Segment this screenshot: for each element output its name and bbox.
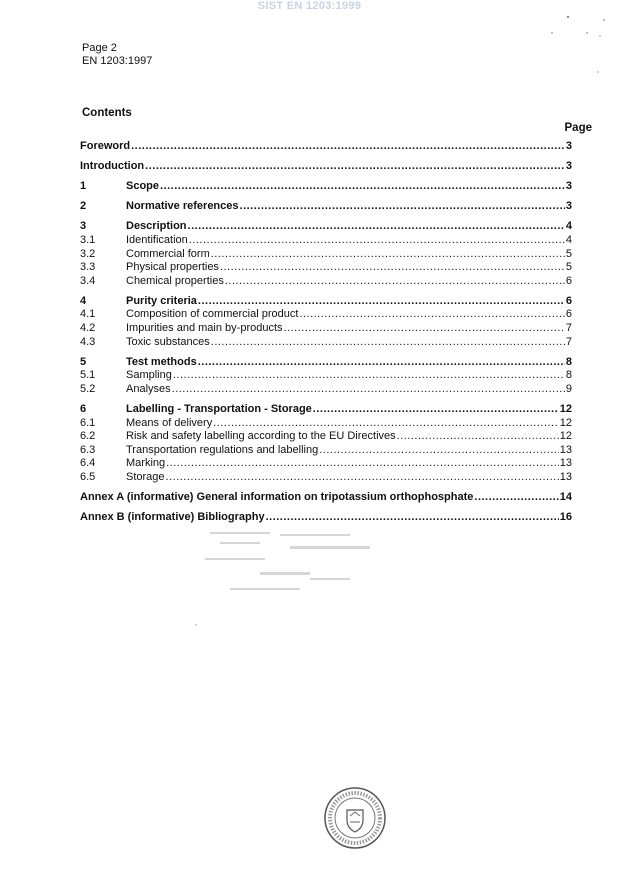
toc-entry xyxy=(80,403,572,417)
dot-leader xyxy=(240,200,565,214)
toc-entry-title: Introduction xyxy=(80,160,145,173)
dot-leader xyxy=(299,308,564,322)
toc-entry-title: Annex B (informative) Bibliography xyxy=(80,511,265,524)
toc-entry-page: 13 xyxy=(559,443,572,456)
toc-entry-number: 5.2 xyxy=(80,382,96,395)
dot-leader xyxy=(211,248,565,262)
dot-leader xyxy=(188,220,565,234)
toc-entry-title: Annex A (informative) General information on tripotassium orthophosphate xyxy=(80,491,474,504)
dot-leader xyxy=(198,356,565,370)
contents-heading: Contents xyxy=(82,107,132,119)
toc-entry-page: 5 xyxy=(565,247,572,260)
toc-entry-page: 13 xyxy=(559,470,572,483)
toc-entry-page: 16 xyxy=(559,511,572,524)
toc-entry-page: 3 xyxy=(565,140,572,152)
toc-entry-title: Chemical properties xyxy=(126,274,224,287)
toc-entry-title: Analyses xyxy=(126,382,171,395)
toc-entry-title: Risk and safety labelling according to the EU Directives xyxy=(126,430,396,443)
dot-leader xyxy=(474,491,558,505)
toc-entry xyxy=(80,356,572,370)
toc-entry-page: 4 xyxy=(565,220,572,233)
toc-entry xyxy=(80,220,572,234)
toc-entry-number: 5.1 xyxy=(80,369,96,382)
toc-entry-title: Labelling - Transportation - Storage xyxy=(126,403,312,415)
toc-entry xyxy=(80,140,572,154)
toc-entry xyxy=(80,308,572,322)
toc-entry-title: Impurities and main by-products xyxy=(126,322,283,335)
toc-entry xyxy=(80,248,572,262)
table-of-contents xyxy=(80,140,572,525)
toc-entry xyxy=(80,200,572,214)
toc-entry-page: 6 xyxy=(565,294,572,307)
toc-entry xyxy=(80,261,572,275)
page-header xyxy=(82,42,152,68)
toc-entry xyxy=(80,160,572,174)
toc-entry-title: Foreword xyxy=(80,140,131,152)
toc-entry-title: Means of delivery xyxy=(126,416,213,429)
toc-entry-title: Commercial form xyxy=(126,247,210,260)
toc-entry xyxy=(80,369,572,383)
toc-entry xyxy=(80,417,572,431)
toc-entry xyxy=(80,180,572,194)
toc-entry-page: 5 xyxy=(565,261,572,274)
toc-entry-page: 8 xyxy=(565,355,572,368)
dot-leader xyxy=(198,295,565,309)
toc-entry-number: 4.1 xyxy=(80,308,96,321)
toc-entry-number: 4 xyxy=(80,294,87,307)
toc-entry-page: 7 xyxy=(565,322,572,335)
toc-entry xyxy=(80,383,572,397)
toc-entry-title: Toxic substances xyxy=(126,335,210,348)
toc-entry-title: Description xyxy=(126,220,187,233)
toc-entry-page: 6 xyxy=(565,274,572,287)
toc-entry-title: Storage xyxy=(126,470,165,483)
toc-entry xyxy=(80,511,572,525)
toc-entry-title: Purity criteria xyxy=(126,294,197,307)
toc-entry-page: 3 xyxy=(565,200,572,213)
toc-entry xyxy=(80,430,572,444)
dot-leader xyxy=(189,234,565,248)
dot-leader xyxy=(166,471,559,485)
dot-leader xyxy=(160,180,565,194)
toc-entry-page: 12 xyxy=(559,430,572,443)
toc-entry-number: 5 xyxy=(80,355,87,368)
toc-entry xyxy=(80,336,572,350)
dot-leader xyxy=(313,403,559,417)
toc-entry-number: 6 xyxy=(80,403,87,415)
dot-leader xyxy=(213,417,559,431)
dot-leader xyxy=(397,430,559,444)
toc-entry-title: Sampling xyxy=(126,369,172,382)
toc-entry-title: Identification xyxy=(126,233,188,246)
standard-id: EN 1203:1997 xyxy=(82,55,153,67)
toc-entry xyxy=(80,491,572,505)
toc-entry-number: 6.2 xyxy=(80,430,96,443)
toc-entry-number: 6.5 xyxy=(80,470,96,483)
toc-entry-number: 6.4 xyxy=(80,457,96,470)
toc-entry xyxy=(80,275,572,289)
toc-entry-number: 6.1 xyxy=(80,416,96,429)
toc-entry-title: Physical properties xyxy=(126,261,219,274)
toc-entry-page: 8 xyxy=(565,369,572,382)
official-seal xyxy=(323,786,387,850)
toc-entry-page: 12 xyxy=(559,403,572,415)
dot-leader xyxy=(172,383,565,397)
toc-entry-number: 3.2 xyxy=(80,247,96,260)
toc-entry-number: 3.1 xyxy=(80,233,96,246)
toc-entry-page: 9 xyxy=(565,382,572,395)
dot-leader xyxy=(173,369,565,383)
dot-leader xyxy=(225,275,565,289)
toc-entry-page: 12 xyxy=(559,416,572,429)
page-column-heading: Page xyxy=(564,122,592,134)
toc-entry-number: 1 xyxy=(80,180,87,193)
toc-entry xyxy=(80,234,572,248)
toc-entry xyxy=(80,444,572,458)
dot-leader xyxy=(166,457,559,471)
toc-entry-page: 4 xyxy=(565,233,572,246)
toc-entry-page: 3 xyxy=(565,160,572,173)
toc-entry-number: 6.3 xyxy=(80,443,96,456)
toc-entry-page: 14 xyxy=(559,491,572,504)
page-number: Page 2 xyxy=(82,42,117,54)
toc-entry-title: Transportation regulations and labelling xyxy=(126,443,319,456)
toc-entry-title: Scope xyxy=(126,180,160,193)
dot-leader xyxy=(284,322,565,336)
document-watermark: SIST EN 1203:1999 xyxy=(257,0,362,12)
dot-leader xyxy=(220,261,565,275)
toc-entry xyxy=(80,322,572,336)
toc-entry xyxy=(80,295,572,309)
toc-entry-number: 3 xyxy=(80,220,87,233)
toc-entry-page: 13 xyxy=(559,457,572,470)
toc-entry xyxy=(80,471,572,485)
toc-entry-number: 4.2 xyxy=(80,322,96,335)
toc-entry-number: 4.3 xyxy=(80,335,96,348)
toc-entry-number: 3.4 xyxy=(80,274,96,287)
toc-entry xyxy=(80,457,572,471)
toc-entry-title: Marking xyxy=(126,457,166,470)
dot-leader xyxy=(211,336,565,350)
toc-entry-title: Composition of commercial product xyxy=(126,308,299,321)
toc-entry-number: 2 xyxy=(80,200,87,213)
dot-leader xyxy=(131,140,565,154)
dot-leader xyxy=(145,160,565,174)
toc-entry-page: 3 xyxy=(565,180,572,193)
dot-leader xyxy=(266,511,559,525)
toc-entry-page: 6 xyxy=(565,308,572,321)
toc-entry-title: Test methods xyxy=(126,355,197,368)
toc-entry-page: 7 xyxy=(565,335,572,348)
scan-smudge xyxy=(200,528,390,600)
toc-entry-number: 3.3 xyxy=(80,261,96,274)
dot-leader xyxy=(319,444,559,458)
toc-entry-title: Normative references xyxy=(126,200,239,213)
